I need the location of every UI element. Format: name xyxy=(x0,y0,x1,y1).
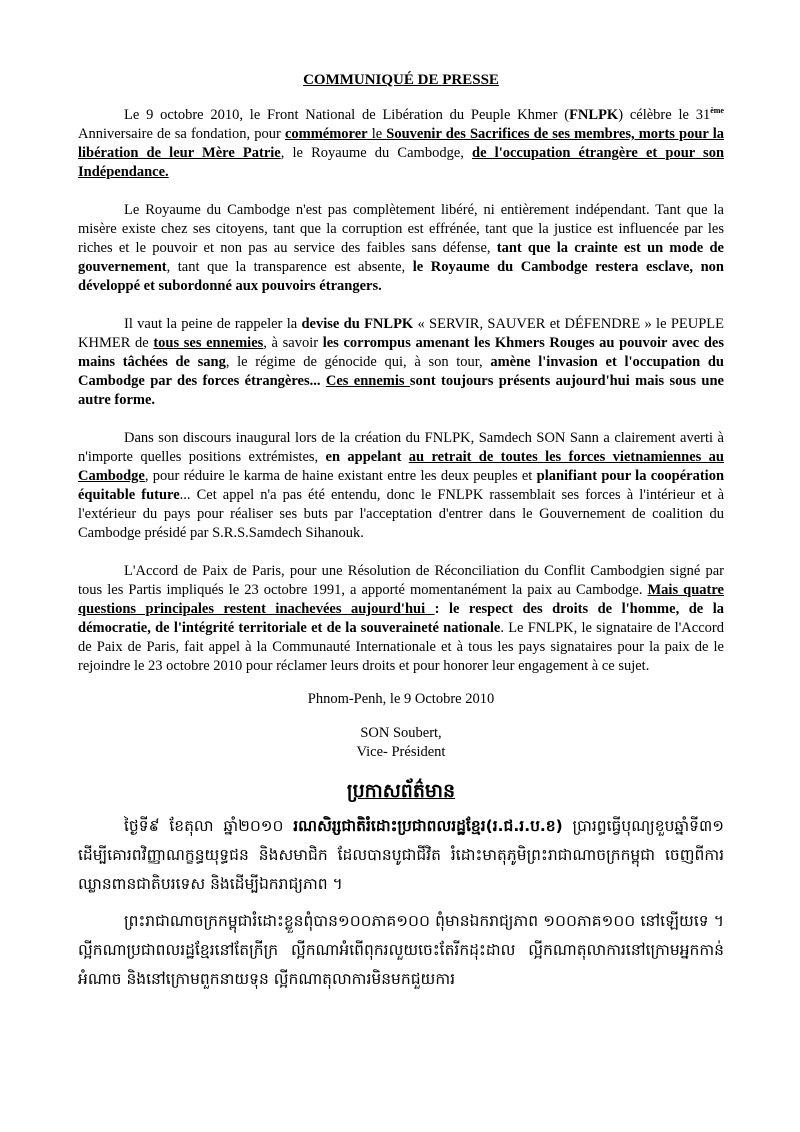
paragraph-1: Le 9 octobre 2010, le Front National de Libération du Peuple Khmer (FNLPK) célèbre le 31ème Anniversaire de sa fondation, pour commémorer le Souvenir des Sacrifices de ses membres, morts pour la libération de leur Mère Patrie, le Royaume du Cambodge, de l'occupation étrangère et pour son Indépendance. xyxy=(78,106,725,180)
khmer-paragraph-2: ព្រះរាជាណាចក្រកម្ពុជារំដោះខ្លួនពុំបាន១០០ភាគ១០០ ពុំមានឯករាជ្យភាព ១០០ភាគ១០០ នៅឡើយទេ ។ ល្អីកណាប្រជាពលរដ្ឋខ្មែរនៅតែក្រីក្រ ល្អីកណាអំពើពុករលួយចេះតែរីកដុះដាល ល្អីកណាតុលាការនៅក្រោមអ្នកកាន់អំណាច និងនៅក្រោមពួកនាយទុន ល្អីកណាតុលាការមិនមកជួយការ xyxy=(78,912,724,988)
khmer-title: ប្រកាសព័ត៌មាន xyxy=(346,780,456,802)
signatory-title: Vice- Président xyxy=(356,744,446,760)
place-date: Phnom-Penh, le 9 Octobre 2010 xyxy=(307,691,495,707)
document-page xyxy=(78,72,724,1002)
paragraph-4: Dans son discours inaugural lors de la création du FNLPK, Samdech SON Sann a clairement averti à n'importe quelles positions extrémistes, en appelant au retrait de toutes les forces vietnamiennes au Cambodge, pour réduire le karma de haine existant entre les deux peuples et planifiant pour la coopération équitable future... Cet appel n'a pas été entendu, donc le FNLPK rassemblait ses forces à l'intérieur et à l'extérieur du pays pour réaliser ses buts par l'acceptation d'entrer dans le Gouvernement de coalition du Cambodge présidé par S.R.S.Samdech Sihanouk. xyxy=(78,430,725,541)
signatory-name: SON Soubert, xyxy=(360,725,442,741)
document-title: COMMUNIQUÉ DE PRESSE xyxy=(303,72,499,88)
paragraph-3: Il vaut la peine de rappeler la devise du FNLPK « SERVIR, SAUVER et DÉFENDRE » le PEUPLE KHMER de tous ses ennemies, à savoir les corrompus amenant les Khmers Rouges au pouvoir avec des mains tâchées de sang, le régime de génocide qui, à son tour, amène l'invasion et l'occupation du Cambodge par des forces étrangères... Ces ennemis sont toujours présents aujourd'hui mais sous une autre forme. xyxy=(78,316,724,408)
khmer-paragraph-1: ថ្ងៃទី៩ ខែតុលា ឆ្នាំ២០១០ រណសិរ្សជាតិរំដោះប្រជាពលរដ្ឋខ្មែរ(រ.ជ.រ.ប.ខ) ប្រារព្ធធ្វើបុណ្យខួបឆ្នាំទី៣១ ដើម្បីគោរពវិញ្ញាណក្ខន្ធយុទ្ធជន និងសមាជិក ដែលបានបូជាជីវិត រំដោះមាតុភូមិព្រះរាជាណាចក្រកម្ពុជា ចេញពីការឈ្លានពានជាតិបរទេស និងដើម្បីឯករាជ្យភាព ។ xyxy=(78,817,725,893)
paragraph-2: Le Royaume du Cambodge n'est pas complètement libéré, ni entièrement indépendant. Tant que la misère existe chez ses citoyens, tant que la corruption est effrénée, tant que la justice est influencée par les riches et le pouvoir et non pas au service des faibles sans défense, tant que la crainte est un mode de gouvernement, tant que la transparence est absente, le Royaume du Cambodge restera esclave, non développé et subordonné aux pouvoirs étrangers. xyxy=(78,202,724,294)
paragraph-5: L'Accord de Paix de Paris, pour une Résolution de Réconciliation du Conflit Cambodgien signé par tous les Partis impliqués le 23 octobre 1991, a apporté momentanément la paix au Cambodge. Mais quatre questions principales restent inachevées aujourd'hui : le respect des droits de l'homme, de la démocratie, de l'intégrité territoriale et de la souveraineté nationale. Le FNLPK, le signataire de l'Accord de Paix de Paris, fait appel à la Communauté Internationale et à tous les pays signataires pour la paix de le rejoindre le 23 octobre 2010 pour réclamer leurs droits et pour honorer leur engagement à ce sujet. xyxy=(78,563,724,674)
